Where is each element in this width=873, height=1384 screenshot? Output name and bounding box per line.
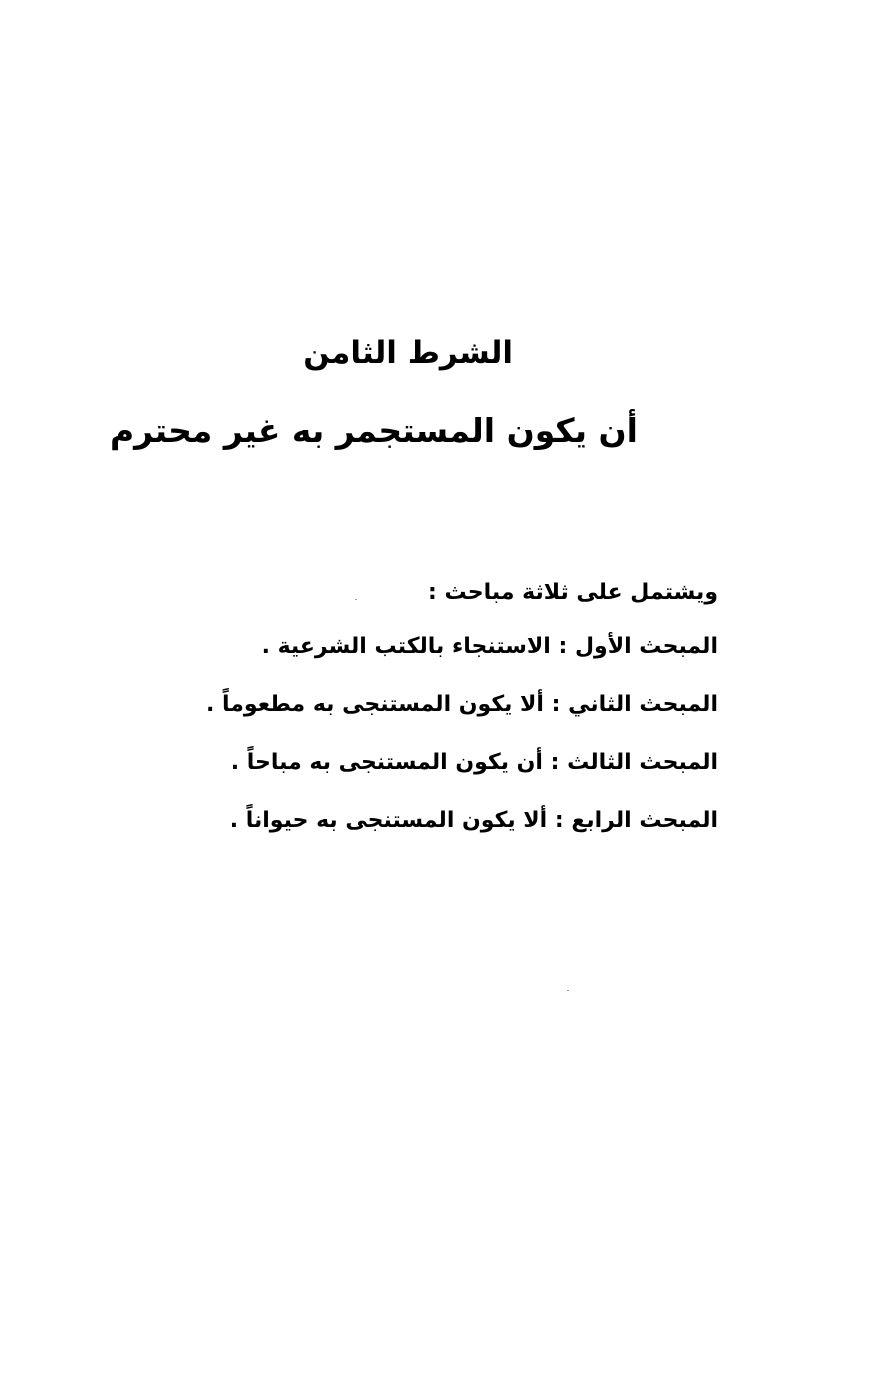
list-item: المبحث الثاني : ألا يكون المستنجى به مطعوماً . — [206, 692, 718, 717]
list-item: المبحث الأول : الاستنجاء بالكتب الشرعية . — [261, 634, 718, 659]
section-subtitle: أن يكون المستجمر به غير محترم — [109, 411, 638, 450]
section-title: الشرط الثامن — [303, 335, 513, 371]
intro-text: ويشتمل على ثلاثة مباحث : — [428, 580, 718, 605]
list-item: المبحث الرابع : ألا يكون المستنجى به حيواناً . — [229, 808, 718, 833]
scan-speck — [567, 990, 569, 991]
list-item: المبحث الثالث : أن يكون المستنجى به مباحاً . — [230, 750, 718, 775]
sections-list — [206, 630, 718, 862]
scan-speck — [355, 599, 357, 600]
